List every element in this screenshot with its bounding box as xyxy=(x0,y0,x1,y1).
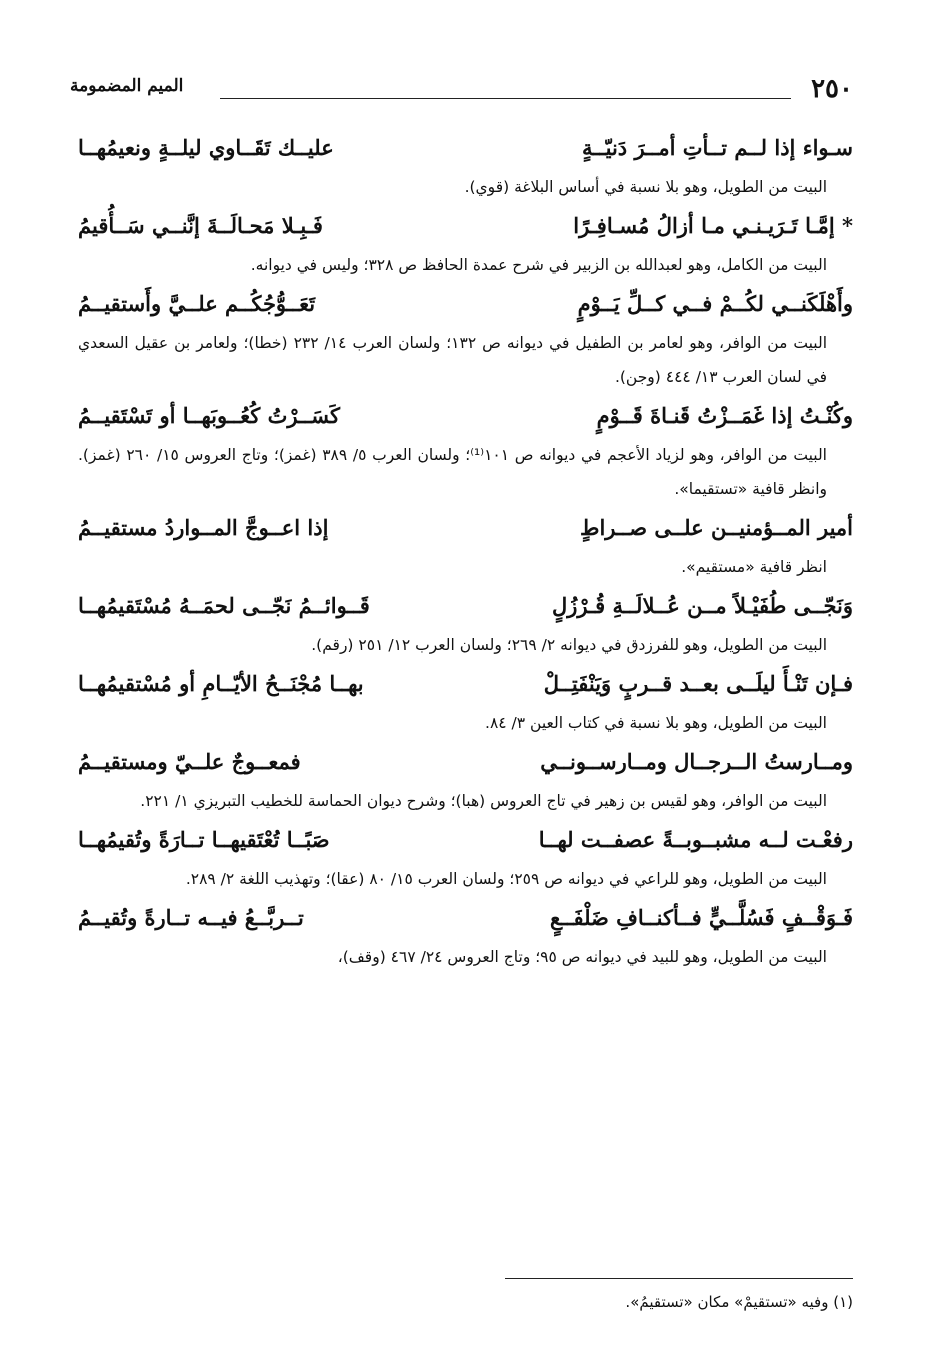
entry xyxy=(78,506,853,584)
verse-first-hemistich: فـإن تَنْـأَ ليلَــى بعــد قــربٍ وَيَنْفَتِــلْ xyxy=(543,671,853,696)
verse xyxy=(78,126,853,170)
verse-first-hemistich: * إمَّـا تَـرَيـنـي مـا أزالُ مُسـافِـرًا xyxy=(573,213,853,238)
verse-second-hemistich: قَــوائــمُ نَجّــى لحمَــهُ مُسْتَقيمُهــا xyxy=(78,593,370,618)
verse-first-hemistich: ومــارستُ الــرجــال ومــارســونــي xyxy=(540,749,853,774)
verse xyxy=(78,506,853,550)
verse xyxy=(78,662,853,706)
verse-second-hemistich: فمعــوجٌ علــيّ ومستقيــمُ xyxy=(78,749,301,774)
entry xyxy=(78,818,853,896)
verse-note: البيت من الطويل، وهو للفرزدق في ديوانه ٢/ ٢٦٩؛ ولسان العرب ١٢/ ٢٥١ (رقم). xyxy=(311,636,827,654)
entry xyxy=(78,896,853,974)
verse-first-hemistich: سـواء إذا لــم تــأتِ أمــرَ دَنيّــةٍ xyxy=(582,135,853,160)
verse xyxy=(78,204,853,248)
verse-first-hemistich: وكُنْـتُ إذا غَمَــزْتُ قَنـاةَ قَــوْمٍ xyxy=(596,403,853,428)
verse xyxy=(78,896,853,940)
page-number: ٢٥٠ xyxy=(811,74,853,104)
footnote-area xyxy=(78,1278,853,1311)
verse-first-hemistich: وأَهْلَكَنــي لكُــمْ فــي كــلِّ يَــوْمٍ xyxy=(577,291,853,316)
footnote-rule xyxy=(505,1278,853,1279)
entry xyxy=(78,394,853,506)
entry xyxy=(78,740,853,818)
verse-first-hemistich: فَـوَقْــفٍ فَسُلَّــيٍّ فــأكنــافِ ضَلْفَــعٍ xyxy=(549,905,853,930)
verse-note: البيت من الوافر، وهو لعامر بن الطفيل في ديوانه ص ١٣٢؛ ولسان العرب ١٤/ ٢٣٢ (خطا)؛ ولعامر بن عقيل السعدي في لسان العرب ١٣/ ٤٤٤ (وجن). xyxy=(78,334,827,386)
verse-note: انظر قافية «مستقيم». xyxy=(681,558,827,576)
verse-second-hemistich: تَعَــوُّجُكُــم علــيَّ وأَستقيــمُ xyxy=(78,291,316,316)
verse-second-hemistich: تــربَّــعُ فيــه تــارةً وتُقيــمُ xyxy=(78,905,304,930)
verse xyxy=(78,740,853,784)
verse-second-hemistich: كَسَــرْتُ كُعُــوبَهــا أو تَسْتَقيــمُ xyxy=(78,403,340,428)
header-rule xyxy=(220,98,791,99)
verse-note: البيت من الطويل، وهو للبيد في ديوانه ص ٩٥؛ وتاج العروس ٢٤/ ٤٦٧ (وقف)، xyxy=(337,948,827,966)
verse-first-hemistich: وَنَجّــى طُفَيْـلاً مــن عُــلالَــةِ قُـرْزُلٍ xyxy=(552,593,853,618)
verse-first-hemistich: رفعْـت لــه مشبــوبــةً عصفــت لهــا xyxy=(538,827,853,852)
verse-note: البيت من الطويل، وهو بلا نسبة في كتاب العين ٣/ ٨٤. xyxy=(485,714,827,732)
page-content xyxy=(78,126,853,974)
footnote: (١) وفيه «تستقيمْ» مكان «تستقيمُ». xyxy=(625,1293,853,1311)
entry xyxy=(78,126,853,204)
verse-second-hemistich: صَبًــا تُعْتَقيهــا تــارَةً وتُقيمُهــا xyxy=(78,827,330,852)
verse-second-hemistich: فَـبِـلا مَحـالَــةَ إنَّنــي سَــأُقيمُ xyxy=(78,213,323,238)
footnote-rule-wrap xyxy=(78,1278,853,1279)
verse-second-hemistich: إذا اعــوجَّ المــواردُ مستقيــمُ xyxy=(78,515,329,540)
verse-note: البيت من الوافر، وهو لزياد الأعجم في ديوانه ص ١٠١⁽¹⁾؛ ولسان العرب ٥/ ٣٨٩ (غمز)؛ وتاج العروس ١٥/ ٢٦٠ (غمز). وانظر قافية «تستقيما». xyxy=(78,446,827,498)
verse xyxy=(78,584,853,628)
running-title: الميم المضمومة xyxy=(70,76,184,96)
verse xyxy=(78,818,853,862)
entry xyxy=(78,282,853,394)
verse-note: البيت من الطويل، وهو بلا نسبة في أساس البلاغة (قوي). xyxy=(464,178,827,196)
verse-first-hemistich: أمير المــؤمنيــن علــى صــراطٍ xyxy=(580,515,853,540)
verse-note: البيت من الكامل، وهو لعبدالله بن الزبير في شرح عمدة الحافظ ص ٣٢٨؛ وليس في ديوانه. xyxy=(250,256,827,274)
verse-second-hemistich: عليــك تَقَــاوي ليلــةٍ ونعيمُهــا xyxy=(78,135,334,160)
entry xyxy=(78,662,853,740)
page-header xyxy=(70,74,853,108)
entry xyxy=(78,584,853,662)
verse xyxy=(78,394,853,438)
verse-second-hemistich: بهــا مُجْنَــحُ الأيّــامِ أو مُسْتقيمُهــا xyxy=(78,671,364,696)
verse-note: البيت من الطويل، وهو للراعي في ديوانه ص ٢٥٩؛ ولسان العرب ١٥/ ٨٠ (عقا)؛ وتهذيب اللغة ٢/ ٢٨٩. xyxy=(185,870,827,888)
entry xyxy=(78,204,853,282)
verse-note: البيت من الوافر، وهو لقيس بن زهير في تاج العروس (هبا)؛ وشرح ديوان الحماسة للخطيب التبريزي ١/ ٢٢١. xyxy=(140,792,827,810)
verse xyxy=(78,282,853,326)
